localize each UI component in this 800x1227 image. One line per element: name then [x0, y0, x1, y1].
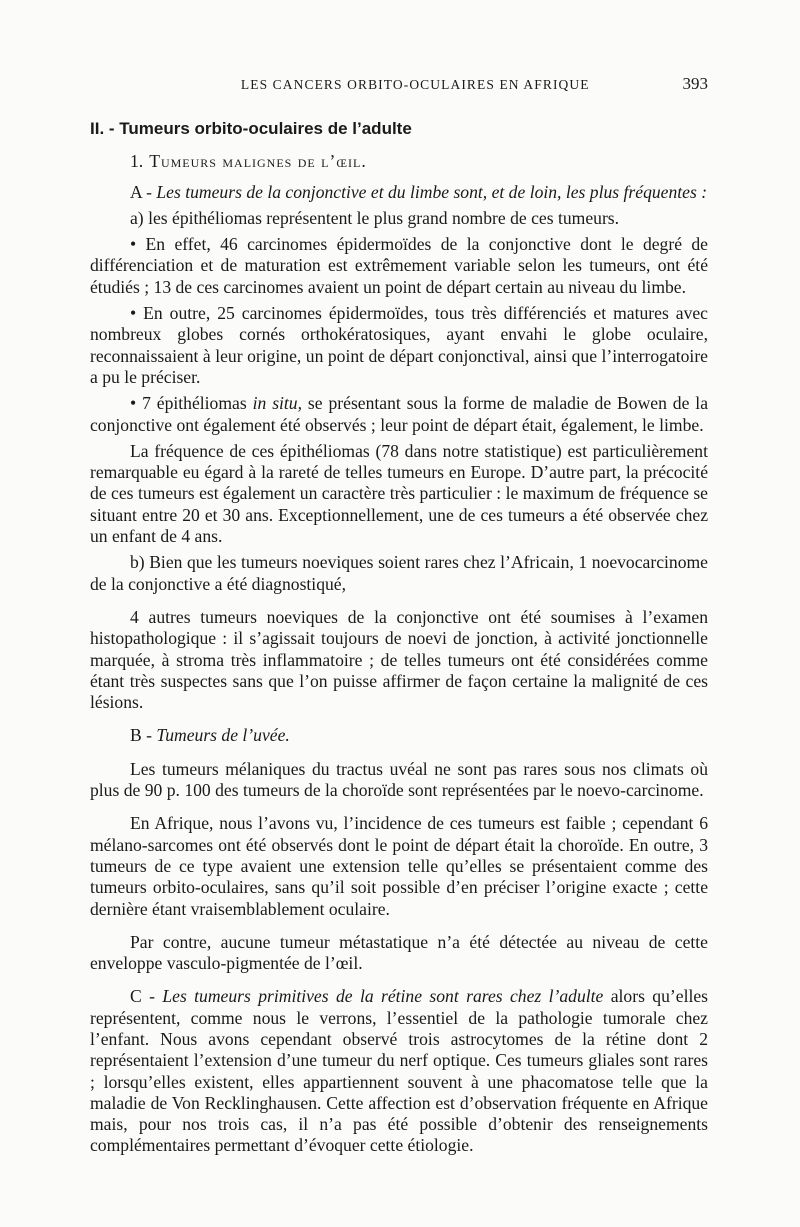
page-number: 393 — [682, 74, 708, 93]
paragraph: Les tumeurs mélaniques du tractus uvéal ne sont pas rares sous nos climats où plus de 90 p. 100 des tumeurs de la choroïde sont représentées par le noevo-carcinome. — [90, 758, 708, 801]
paragraph-a-heading: A - Les tumeurs de la conjonctive et du limbe sont, et de loin, les plus fréquentes : — [130, 181, 708, 202]
paragraph: • En effet, 46 carcinomes épidermoïdes de la conjonctive dont le degré de différenciation et de maturation est extrêmement variable selon les tumeurs, ont été étudiés ; 13 de ces carcinomes avaient un point de départ certain au niveau du limbe. — [90, 234, 708, 297]
body-text — [90, 118, 708, 1162]
running-head — [118, 74, 708, 94]
section-heading: II. - Tumeurs orbito-oculaires de l’adulte — [90, 119, 412, 138]
subsection-number: 1. — [130, 151, 144, 172]
paragraph: 4 autres tumeurs noeviques de la conjonctive ont été soumises à l’examen histopathologique : il s’agissait toujours de noevi de jonction, à activité jonctionnelle marquée, à stroma très inflammatoire ; de telles tumeurs ont été considérées comme étant très suspectes sans que l’on puisse affirmer de façon certaine la malignité de ces lésions. — [90, 606, 708, 713]
paragraph: a) les épithéliomas représentent le plus grand nombre de ces tumeurs. — [130, 207, 620, 228]
paragraph: • En outre, 25 carcinomes épidermoïdes, tous très différenciés et matures avec nombreux globes cornés orthokératosiques, ayant envahi le globe oculaire, reconnaissaient à leur origine, un point de départ conjonctival, ainsi que l’interrogatoire a pu le préciser. — [90, 303, 708, 387]
paragraph-c: C - Les tumeurs primitives de la rétine sont rares chez l’adulte alors qu’elles représentent, comme nous le verrons, l’essentiel de la pathologie tumorale chez l’enfant. Nous avons cependant observé trois astrocytomes de la rétine dont 2 représentaient l’extension d’une tumeur du nerf optique. Ces tumeurs gliales sont rares ; lorsqu’elles existent, elles appartiennent souvent à une phacomatose telle que la maladie de Von Recklinghausen. Cette affection est d’observation fréquente en Afrique mais, pour nos trois cas, il n’a pas été possible d’obtenir des renseignements complémentaires permettant d’évoquer cette étiologie. — [90, 986, 709, 1156]
subsection-title: Tumeurs malignes de l’œil. — [149, 151, 367, 172]
running-title: LES CANCERS ORBITO-OCULAIRES EN AFRIQUE — [240, 77, 590, 92]
paragraph-b-heading: B - Tumeurs de l’uvée. — [130, 725, 290, 746]
paragraph: b) Bien que les tumeurs noeviques soient rares chez l’Africain, 1 noevocarcinome de la conjonctive a été diagnostiqué, — [90, 552, 708, 594]
paragraph: La fréquence de ces épithéliomas (78 dans notre statistique) est particulièrement remarquable eu égard à la rareté de telles tumeurs en Europe. D’autre part, la précocité de ces tumeurs est également un caractère très particulier : le maximum de fréquence se situant entre 20 et 30 ans. Exceptionnellement, une de ces tumeurs a été observée chez un enfant de 4 ans. — [90, 440, 708, 547]
paragraph: En Afrique, nous l’avons vu, l’incidence de ces tumeurs est faible ; cependant 6 mélano-sarcomes ont été observés dont le point de départ était la choroïde. En outre, 3 tumeurs de ce type avaient une extension telle qu’elles se présentaient comme des tumeurs orbito-oculaires, sans qu’il soit possible d’en préciser l’origine exacte ; cette dernière étant vraisemblablement oculaire. — [90, 813, 708, 919]
paragraph: Par contre, aucune tumeur métastatique n’a été détectée au niveau de cette enveloppe vasculo-pigmentée de l’œil. — [90, 931, 708, 974]
paragraph: • 7 épithéliomas in situ, se présentant sous la forme de maladie de Bowen de la conjonctive ont également été observés ; leur point de départ était, également, le limbe. — [90, 393, 709, 435]
subsection-heading — [90, 151, 708, 172]
